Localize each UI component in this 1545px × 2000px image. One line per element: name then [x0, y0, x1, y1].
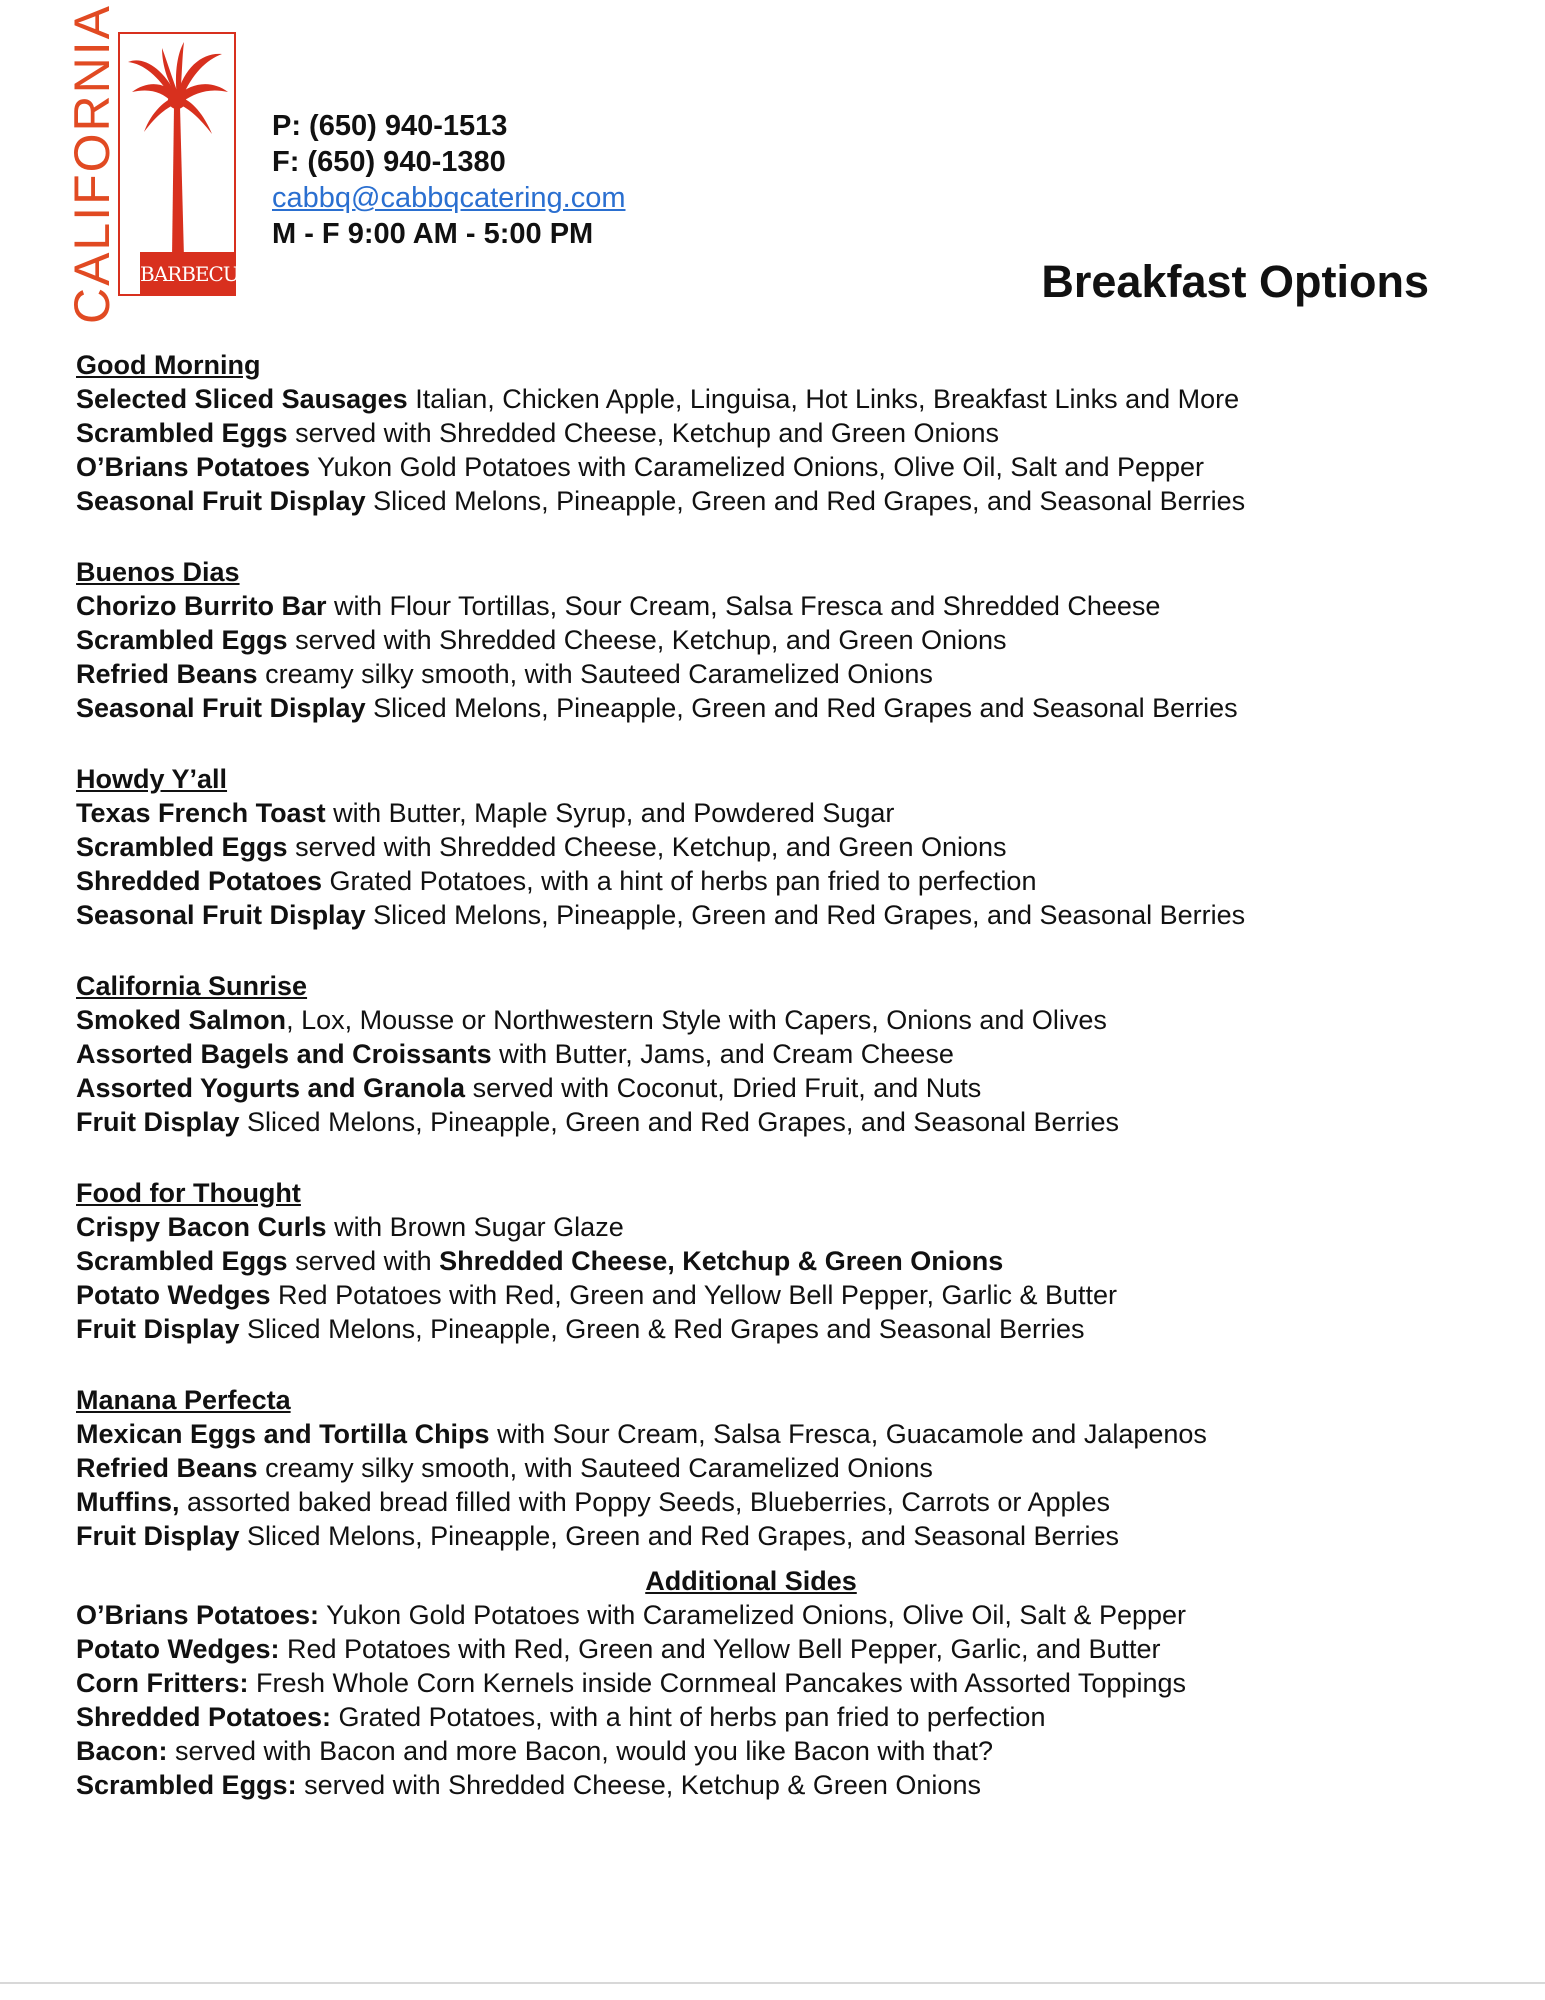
item-name: Scrambled Eggs — [76, 832, 288, 862]
item-name: Shredded Potatoes — [76, 866, 323, 896]
item-description: Yukon Gold Potatoes with Caramelized Onions, Olive Oil, Salt & Pepper — [319, 1600, 1187, 1630]
item-description: served with Shredded Cheese, Ketchup, and Green Onions — [287, 832, 1007, 862]
item-extra-bold: Shredded Cheese, Ketchup & Green Onions — [439, 1246, 1004, 1276]
page-title: Breakfast Options — [1041, 256, 1429, 307]
menu-item — [76, 1312, 1476, 1346]
item-name: Scrambled Eggs: — [76, 1770, 297, 1800]
menu-item — [76, 796, 1476, 830]
email-link[interactable]: cabbq@cabbqcatering.com — [272, 182, 626, 214]
menu-item — [76, 589, 1476, 623]
additional-sides-title: Additional Sides — [645, 1566, 857, 1596]
menu-item — [76, 416, 1476, 450]
section-title: Food for Thought — [76, 1178, 301, 1208]
side-item — [76, 1632, 1476, 1666]
item-name: Assorted Bagels and Croissants — [76, 1039, 492, 1069]
menu-section — [76, 348, 1476, 518]
menu-item — [76, 1519, 1476, 1553]
item-name: Potato Wedges — [76, 1280, 271, 1310]
menu-section — [76, 762, 1476, 932]
item-name: Scrambled Eggs — [76, 1246, 288, 1276]
logo-barbecue-badge: BARBECUE — [140, 252, 236, 296]
item-name: Crispy Bacon Curls — [76, 1212, 327, 1242]
logo-wordmark-text: CALIFORNIA — [64, 3, 120, 325]
item-description: Sliced Melons, Pineapple, Green and Red Grapes, and Seasonal Berries — [365, 486, 1246, 516]
item-description: served with Shredded Cheese, Ketchup, and Green Onions — [287, 625, 1007, 655]
menu-section — [76, 555, 1476, 725]
section-title: Buenos Dias — [76, 557, 240, 587]
additional-sides — [76, 1564, 1476, 1802]
contact-info — [272, 108, 625, 252]
item-name: Scrambled Eggs — [76, 625, 288, 655]
item-description: with Butter, Jams, and Cream Cheese — [491, 1039, 954, 1069]
menu-item — [76, 484, 1476, 518]
menu-section — [76, 1383, 1476, 1553]
menu-item — [76, 382, 1476, 416]
item-description: with Butter, Maple Syrup, and Powdered Sugar — [325, 798, 895, 828]
section-title: California Sunrise — [76, 971, 308, 1001]
menu-item — [76, 1485, 1476, 1519]
item-description: , Lox, Mousse or Northwestern Style with Capers, Onions and Olives — [286, 1005, 1107, 1035]
menu-item — [76, 657, 1476, 691]
item-name: Bacon: — [76, 1736, 168, 1766]
side-item — [76, 1768, 1476, 1802]
menu-item — [76, 1278, 1476, 1312]
company-logo — [64, 3, 253, 325]
item-name: Assorted Yogurts and Granola — [76, 1073, 466, 1103]
item-description: creamy silky smooth, with Sauteed Caramelized Onions — [257, 1453, 933, 1483]
logo-wordmark — [64, 3, 120, 325]
item-name: Selected Sliced Sausages — [76, 384, 408, 414]
item-description: Fresh Whole Corn Kernels inside Cornmeal Pancakes with Assorted Toppings — [248, 1668, 1186, 1698]
side-item — [76, 1734, 1476, 1768]
page-bottom-edge — [0, 1982, 1545, 1984]
item-name: Shredded Potatoes: — [76, 1702, 332, 1732]
item-description: with Sour Cream, Salsa Fresca, Guacamole and Jalapenos — [489, 1419, 1207, 1449]
item-description: Sliced Melons, Pineapple, Green and Red Grapes, and Seasonal Berries — [239, 1107, 1120, 1137]
menu-section — [76, 1176, 1476, 1346]
item-description: Grated Potatoes, with a hint of herbs pan fried to perfection — [331, 1702, 1046, 1732]
menu-item — [76, 1003, 1476, 1037]
menu-item — [76, 1105, 1476, 1139]
item-description: served with Bacon and more Bacon, would you like Bacon with that? — [167, 1736, 993, 1766]
menu-section — [76, 969, 1476, 1139]
menu-sections — [76, 348, 1476, 1590]
menu-item — [76, 623, 1476, 657]
menu-item — [76, 1210, 1476, 1244]
item-description: served with Coconut, Dried Fruit, and Nuts — [465, 1073, 982, 1103]
item-name: Potato Wedges: — [76, 1634, 280, 1664]
item-description: served with Shredded Cheese, Ketchup and Green Onions — [287, 418, 1000, 448]
item-description: with Brown Sugar Glaze — [326, 1212, 624, 1242]
item-name: Scrambled Eggs — [76, 418, 288, 448]
item-name: Refried Beans — [76, 1453, 258, 1483]
item-name: Muffins, — [76, 1487, 180, 1517]
item-name: Seasonal Fruit Display — [76, 900, 366, 930]
menu-item — [76, 1417, 1476, 1451]
item-name: Mexican Eggs and Tortilla Chips — [76, 1419, 490, 1449]
side-item — [76, 1666, 1476, 1700]
palm-tree-icon — [122, 36, 232, 256]
item-description: Sliced Melons, Pineapple, Green and Red Grapes and Seasonal Berries — [365, 693, 1238, 723]
item-name: O’Brians Potatoes — [76, 452, 311, 482]
item-name: Fruit Display — [76, 1314, 240, 1344]
item-name: Fruit Display — [76, 1107, 240, 1137]
menu-item — [76, 1071, 1476, 1105]
side-item — [76, 1700, 1476, 1734]
section-title: Good Morning — [76, 350, 261, 380]
item-name: Texas French Toast — [76, 798, 326, 828]
menu-item — [76, 450, 1476, 484]
business-hours: M - F 9:00 AM - 5:00 PM — [272, 218, 594, 250]
menu-item — [76, 1244, 1476, 1278]
item-name: Seasonal Fruit Display — [76, 486, 366, 516]
item-description: creamy silky smooth, with Sauteed Caramelized Onions — [257, 659, 933, 689]
menu-item — [76, 1037, 1476, 1071]
menu-item — [76, 864, 1476, 898]
item-description: Yukon Gold Potatoes with Caramelized Onions, Olive Oil, Salt and Pepper — [310, 452, 1205, 482]
item-description: served with — [287, 1246, 440, 1276]
side-item — [76, 1598, 1476, 1632]
item-description: with Flour Tortillas, Sour Cream, Salsa Fresca and Shredded Cheese — [326, 591, 1161, 621]
menu-item — [76, 898, 1476, 932]
item-description: Grated Potatoes, with a hint of herbs pan fried to perfection — [322, 866, 1037, 896]
item-name: Chorizo Burrito Bar — [76, 591, 327, 621]
item-description: Sliced Melons, Pineapple, Green & Red Grapes and Seasonal Berries — [239, 1314, 1085, 1344]
item-description: Sliced Melons, Pineapple, Green and Red Grapes, and Seasonal Berries — [239, 1521, 1120, 1551]
menu-item — [76, 830, 1476, 864]
item-description: Italian, Chicken Apple, Linguisa, Hot Links, Breakfast Links and More — [407, 384, 1240, 414]
item-description: Red Potatoes with Red, Green and Yellow Bell Pepper, Garlic, and Butter — [279, 1634, 1161, 1664]
item-name: Corn Fritters: — [76, 1668, 249, 1698]
item-name: Smoked Salmon — [76, 1005, 287, 1035]
menu-item — [76, 691, 1476, 725]
section-title: Manana Perfecta — [76, 1385, 291, 1415]
item-name: O’Brians Potatoes: — [76, 1600, 320, 1630]
phone-number: P: (650) 940-1513 — [272, 110, 508, 142]
menu-item — [76, 1451, 1476, 1485]
item-name: Fruit Display — [76, 1521, 240, 1551]
item-description: assorted baked bread filled with Poppy Seeds, Blueberries, Carrots or Apples — [179, 1487, 1110, 1517]
item-name: Seasonal Fruit Display — [76, 693, 366, 723]
item-description: served with Shredded Cheese, Ketchup & Green Onions — [296, 1770, 981, 1800]
item-name: Refried Beans — [76, 659, 258, 689]
section-title: Howdy Y’all — [76, 764, 228, 794]
fax-number: F: (650) 940-1380 — [272, 146, 506, 178]
item-description: Sliced Melons, Pineapple, Green and Red Grapes, and Seasonal Berries — [365, 900, 1246, 930]
item-description: Red Potatoes with Red, Green and Yellow Bell Pepper, Garlic & Butter — [270, 1280, 1118, 1310]
